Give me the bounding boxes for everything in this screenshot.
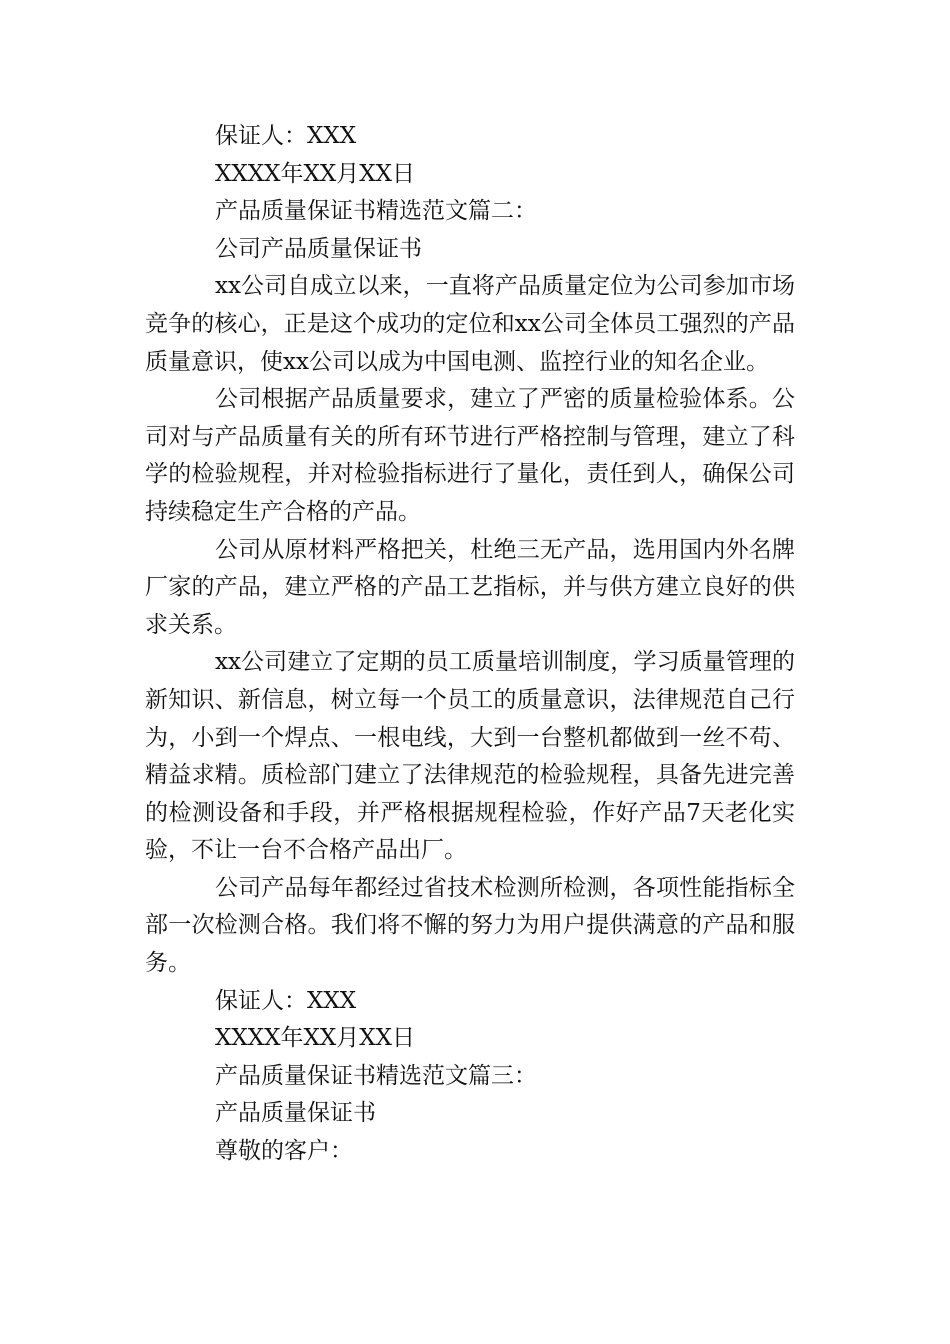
section-heading: 产品质量保证书精选范文篇二： (215, 198, 537, 225)
section-heading: 产品质量保证书精选范文篇三： (215, 1062, 537, 1089)
date-line: XXXX年XX月XX日 (215, 1025, 415, 1052)
paragraph: xx公司建立了定期的员工质量培训制度，学习质量管理的新知识、新信息，树立每一个员工的质量意识，法律规范自己行为，小到一个焊点、一根电线，大到一台整机都做到一丝不苟、精益求精。质检部门建立了法律规范的检验规程，具备先进完善的检测设备和手段，并严格根据规程检验，作好产品7天老化实验，不让一台不合格产品出厂。 (145, 649, 795, 864)
paragraph: 公司根据产品质量要求，建立了严密的质量检验体系。公司对与产品质量有关的所有环节进行严格控制与管理，建立了科学的检验规程，并对检验指标进行了量化，责任到人，确保公司持续稳定生产合格的产品。 (145, 386, 795, 525)
paragraph: 公司从原材料严格把关，杜绝三无产品，选用国内外名牌厂家的产品，建立严格的产品工艺指标，并与供方建立良好的供求关系。 (145, 536, 795, 638)
paragraph: 公司产品每年都经过省技术检测所检测，各项性能指标全部一次检测合格。我们将不懈的努力为用户提供满意的产品和服务。 (145, 874, 795, 977)
document-title: 产品质量保证书 (215, 1100, 376, 1127)
guarantor-line: 保证人：XXX (215, 987, 357, 1014)
document-body (145, 118, 795, 1171)
document-title: 公司产品质量保证书 (215, 235, 422, 262)
salutation-line: 尊敬的客户： (215, 1138, 353, 1165)
date-line: XXXX年XX月XX日 (215, 160, 415, 187)
guarantor-line: 保证人：XXX (215, 123, 357, 149)
paragraph: xx公司自成立以来，一直将产品质量定位为公司参加市场竞争的核心，正是这个成功的定位和xx公司全体员工强烈的产品质量意识，使xx公司以成为中国电测、监控行业的知名企业。 (145, 273, 795, 375)
